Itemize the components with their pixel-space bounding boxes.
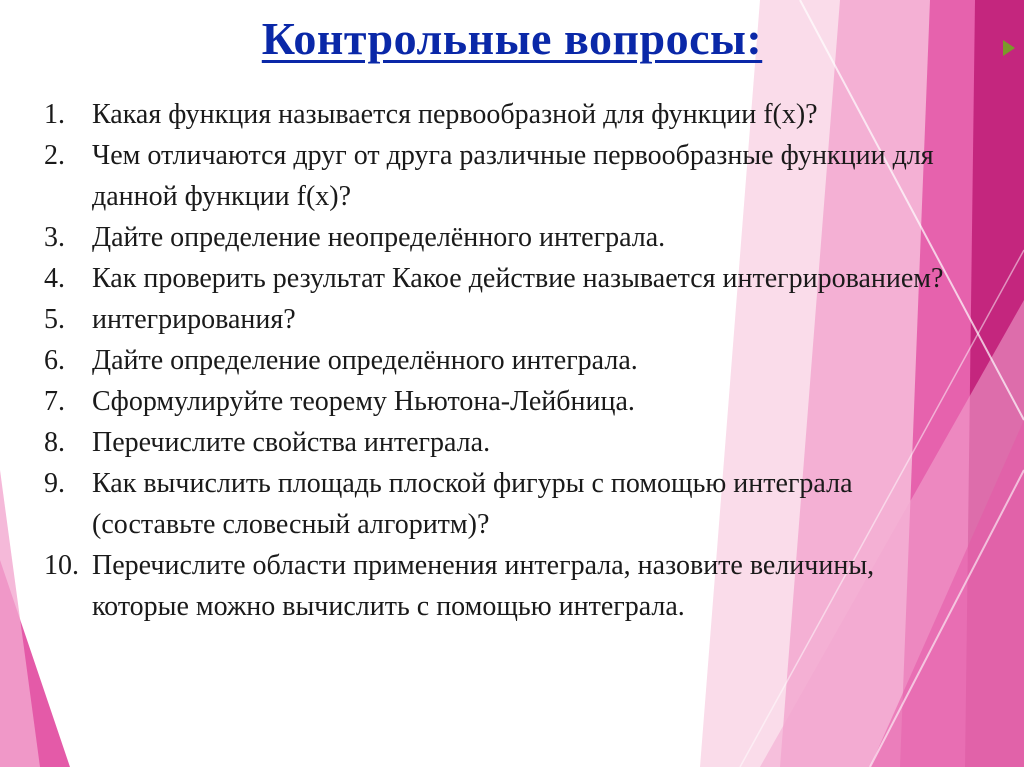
question-number: 8. xyxy=(44,427,65,458)
question-text: интегрирования? xyxy=(92,304,296,335)
question-item xyxy=(44,299,944,340)
question-item xyxy=(44,217,944,258)
question-item xyxy=(44,463,944,545)
question-text: Как проверить результат Какое действие называется интегрированием? xyxy=(92,263,944,294)
questions-list xyxy=(44,94,944,627)
question-text: Дайте определение неопределённого интеграла. xyxy=(92,222,666,253)
question-number: 10. xyxy=(44,550,79,581)
question-number: 5. xyxy=(44,304,65,335)
question-number: 3. xyxy=(44,222,65,253)
question-text: Чем отличаются друг от друга различные первообразные функции для данной функции f(x)? xyxy=(92,140,934,212)
question-number: 2. xyxy=(44,140,65,171)
question-text: Дайте определение определённого интеграла. xyxy=(92,345,638,376)
question-text: Сформулируйте теорему Ньютона-Лейбница. xyxy=(92,386,635,417)
question-text: Перечислите свойства интеграла. xyxy=(92,427,491,458)
left-band-light xyxy=(0,470,40,767)
question-text: Перечислите области применения интеграла, назовите величины, которые можно вычислить с помощью интеграла. xyxy=(92,550,875,622)
question-item xyxy=(44,340,944,381)
question-text: Какая функция называется первообразной для функции f(x)? xyxy=(92,99,818,130)
question-item xyxy=(44,135,944,217)
question-number: 6. xyxy=(44,345,65,376)
slide-title: Контрольные вопросы: xyxy=(261,13,763,64)
question-number: 1. xyxy=(44,99,65,130)
question-number: 7. xyxy=(44,386,65,417)
question-number: 9. xyxy=(44,468,65,499)
question-number: 4. xyxy=(44,263,65,294)
question-item xyxy=(44,258,944,299)
question-item xyxy=(44,381,944,422)
question-item xyxy=(44,545,944,627)
question-item xyxy=(44,94,944,135)
question-item xyxy=(44,422,944,463)
question-text: Как вычислить площадь плоской фигуры с помощью интеграла (составьте словесный алгоритм)? xyxy=(92,468,853,540)
